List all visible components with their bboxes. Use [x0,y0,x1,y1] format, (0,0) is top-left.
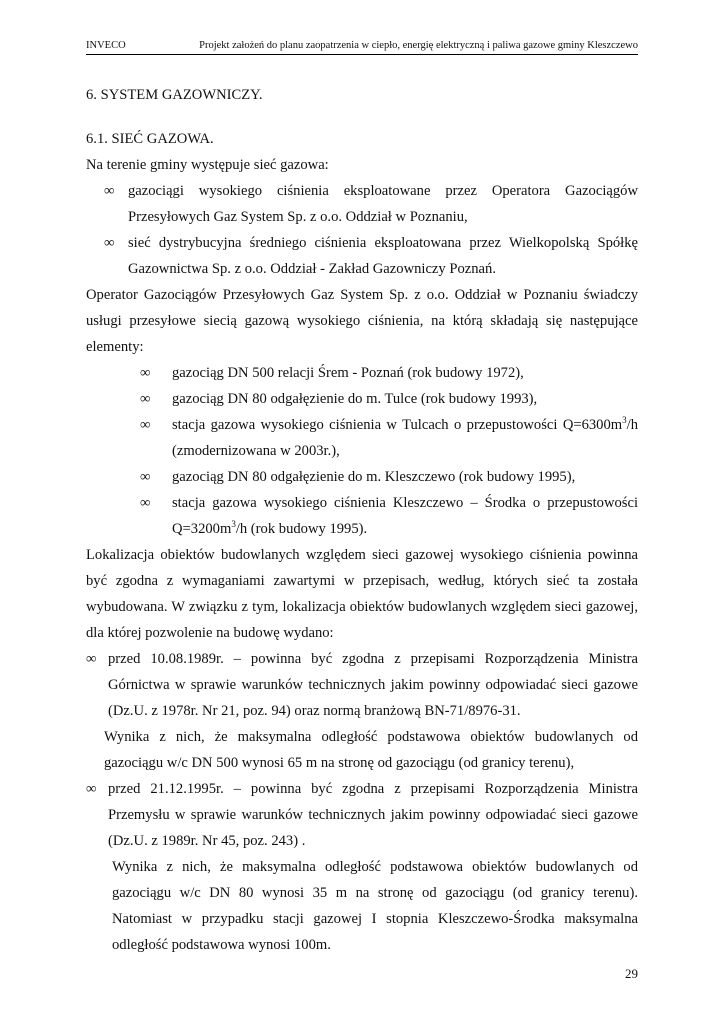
operator-paragraph: Operator Gazociągów Przesyłowych Gaz System Sp. z o.o. Oddział w Poznaniu świadczy usługi przesyłowe siecią gazową wysokiego ciśnienia, na którą składają się następujące elementy: [86,287,638,355]
intro-paragraph: Na terenie gminy występuje sieć gazowa: [86,157,329,173]
list-item [86,360,638,386]
element-5-text-end: /h (rok budowy 1995). [235,521,368,537]
bullet-icon: ∞ [140,495,151,511]
element-5-sup: 3 [231,519,236,530]
rule-2: przed 21.12.1995r. – powinna być zgodna z przepisami Rozporządzenia Ministra Przemysłu w sprawie warunków technicznych jakim powinny odpowiadać sieci gazowe (Dz.U. z 1989r. Nr 45, poz. 243) . [108,781,638,849]
list-item [86,386,638,412]
rule-1-note: Wynika z nich, że maksymalna odległość podstawowa obiektów budowlanych od gazociągu w/c DN 500 wynosi 65 m na stronę od gazociągu (od granicy terenu), [104,729,638,771]
rule-2-note: Wynika z nich, że maksymalna odległość podstawowa obiektów budowlanych od gazociągu w/c DN 80 wynosi 35 m na stronę od gazociągu (od granicy terenu). Natomiast w przypadku stacji gazowej I stopnia Kleszczewo-Środka maksymalna odległość podstawowa wynosi 100m. [112,859,638,953]
list-item [86,178,638,230]
element-2: gazociąg DN 80 odgałęzienie do m. Tulce (rok budowy 1993), [172,391,538,407]
element-1: gazociąg DN 500 relacji Śrem - Poznań (rok budowy 1972), [172,365,524,381]
page-number: 29 [625,966,638,981]
bullet-icon: ∞ [104,183,115,199]
list-item [86,776,638,854]
network-item-1: gazociągi wysokiego ciśnienia eksploatowane przez Operatora Gazociągów Przesyłowych Gaz System Sp. z o.o. Oddział w Poznaniu, [128,183,638,225]
header-right: Projekt założeń do planu zaopatrzenia w ciepło, energię elektryczną i paliwa gazowe gminy Kleszczewo [199,40,638,51]
location-paragraph: Lokalizacja obiektów budowlanych względem sieci gazowej wysokiego ciśnienia powinna być zgodna z wymaganiami zawartymi w przepisach, według, których sieć ta została wybudowana. W związku z tym, lokalizacja obiektów budowlanych względem sieci gazowej, dla której pozwolenie na budowę wydano: [86,547,638,641]
element-3-text-end: /h (zmodernizowana w 2003r.), [172,417,638,459]
element-3-sup: 3 [622,415,627,426]
bullet-icon: ∞ [140,391,151,407]
list-item [86,412,638,464]
bullet-icon: ∞ [104,235,115,251]
page-header [86,40,638,55]
subsection-title: 6.1. SIEĆ GAZOWA. [86,131,214,147]
bullet-icon: ∞ [86,651,97,667]
page-content [86,82,638,958]
element-5-text: stacja gazowa wysokiego ciśnienia Kleszczewo – Środka o przepustowości Q=3200m [172,495,638,537]
header-left: INVECO [86,40,126,51]
element-4: gazociąg DN 80 odgałęzienie do m. Kleszczewo (rok budowy 1995), [172,469,576,485]
list-item [86,646,638,724]
bullet-icon: ∞ [86,781,97,797]
rule-1: przed 10.08.1989r. – powinna być zgodna z przepisami Rozporządzenia Ministra Górnictwa w sprawie warunków technicznych jakim powinny odpowiadać sieci gazowe (Dz.U. z 1978r. Nr 21, poz. 94) oraz normą branżową BN-71/8976-31. [108,651,638,719]
bullet-icon: ∞ [140,417,151,433]
list-item [86,230,638,282]
list-item [86,464,638,490]
section-title: 6. SYSTEM GAZOWNICZY. [86,87,263,103]
network-item-2: sieć dystrybucyjna średniego ciśnienia eksploatowana przez Wielkopolską Spółkę Gazownictwa Sp. z o.o. Oddział - Zakład Gazowniczy Poznań. [128,235,638,277]
element-3-text: stacja gazowa wysokiego ciśnienia w Tulcach o przepustowości Q=6300m [172,417,623,433]
bullet-icon: ∞ [140,469,151,485]
bullet-icon: ∞ [140,365,151,381]
list-item [86,490,638,542]
